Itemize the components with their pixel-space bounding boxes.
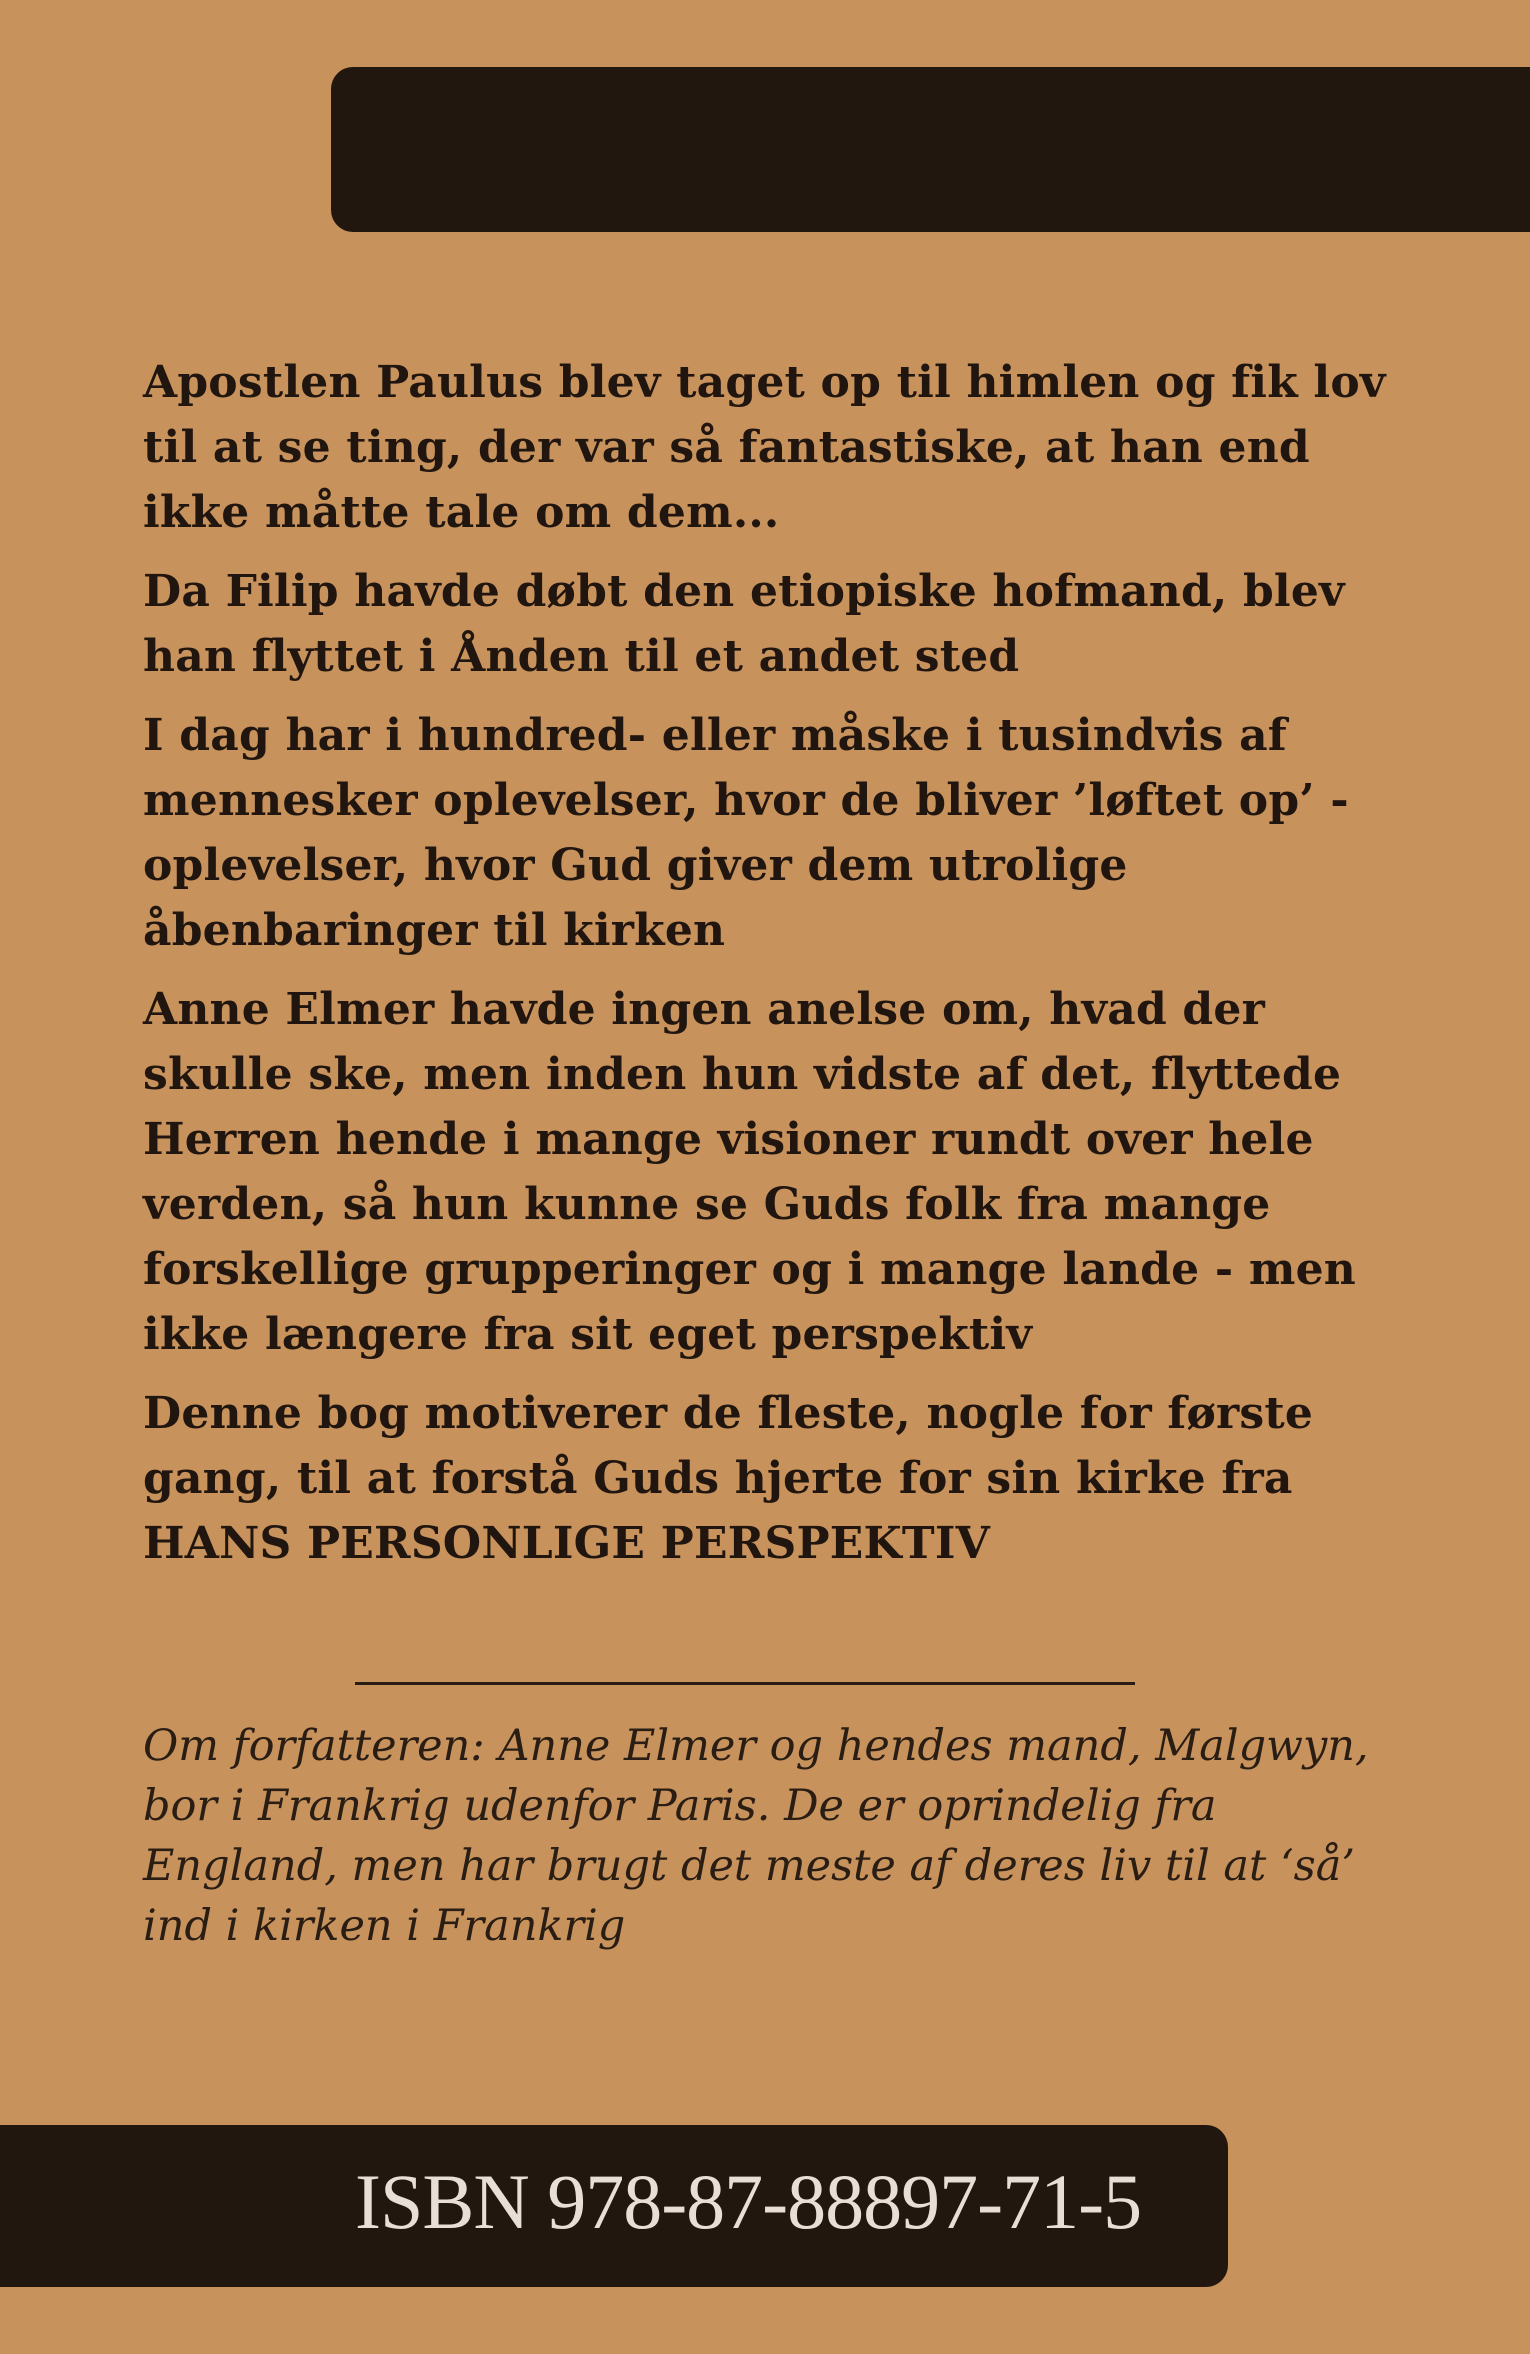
blurb-paragraph-4: Anne Elmer havde ingen anelse om, hvad der skulle ske, men inden hun vidste af det, flyttede Herren hende i mange visioner rundt over hele verden, så hun kunne se Guds folk fra mange forskellige grupperinger og i mange lande - men ikke længere fra sit eget perspektiv: [143, 984, 1356, 1360]
back-cover-blurb: [143, 350, 1393, 1590]
blurb-paragraph-5: Denne bog motiverer de fleste, nogle for første gang, til at forstå Guds hjerte for sin kirke fra HANS PERSONLIGE PERSPEKTIV: [143, 1388, 1314, 1569]
top-dark-band: [331, 67, 1530, 232]
blurb-paragraph-2: Da Filip havde døbt den etiopiske hofmand, blev han flyttet i Ånden til et andet sted: [143, 566, 1345, 682]
about-author: Om forfatteren: Anne Elmer og hendes mand, Malgwyn, bor i Frankrig udenfor Paris. De er oprindelig fra England, men har brugt det meste af deres liv til at ‘så’ ind i kirken i Frankrig: [143, 1721, 1369, 1951]
blurb-paragraph-3: I dag har i hundred- eller måske i tusindvis af mennesker oplevelser, hvor de bliver ’løftet op’ - oplevelser, hvor Gud giver dem utrolige åbenbaringer til kirken: [143, 710, 1349, 956]
isbn-number: ISBN 978-87-88897-71-5: [355, 2158, 1142, 2245]
blurb-paragraph-1: Apostlen Paulus blev taget op til himlen og fik lov til at se ting, der var så fantastiske, at han end ikke måtte tale om dem...: [143, 357, 1386, 538]
divider-rule: [355, 1682, 1135, 1685]
